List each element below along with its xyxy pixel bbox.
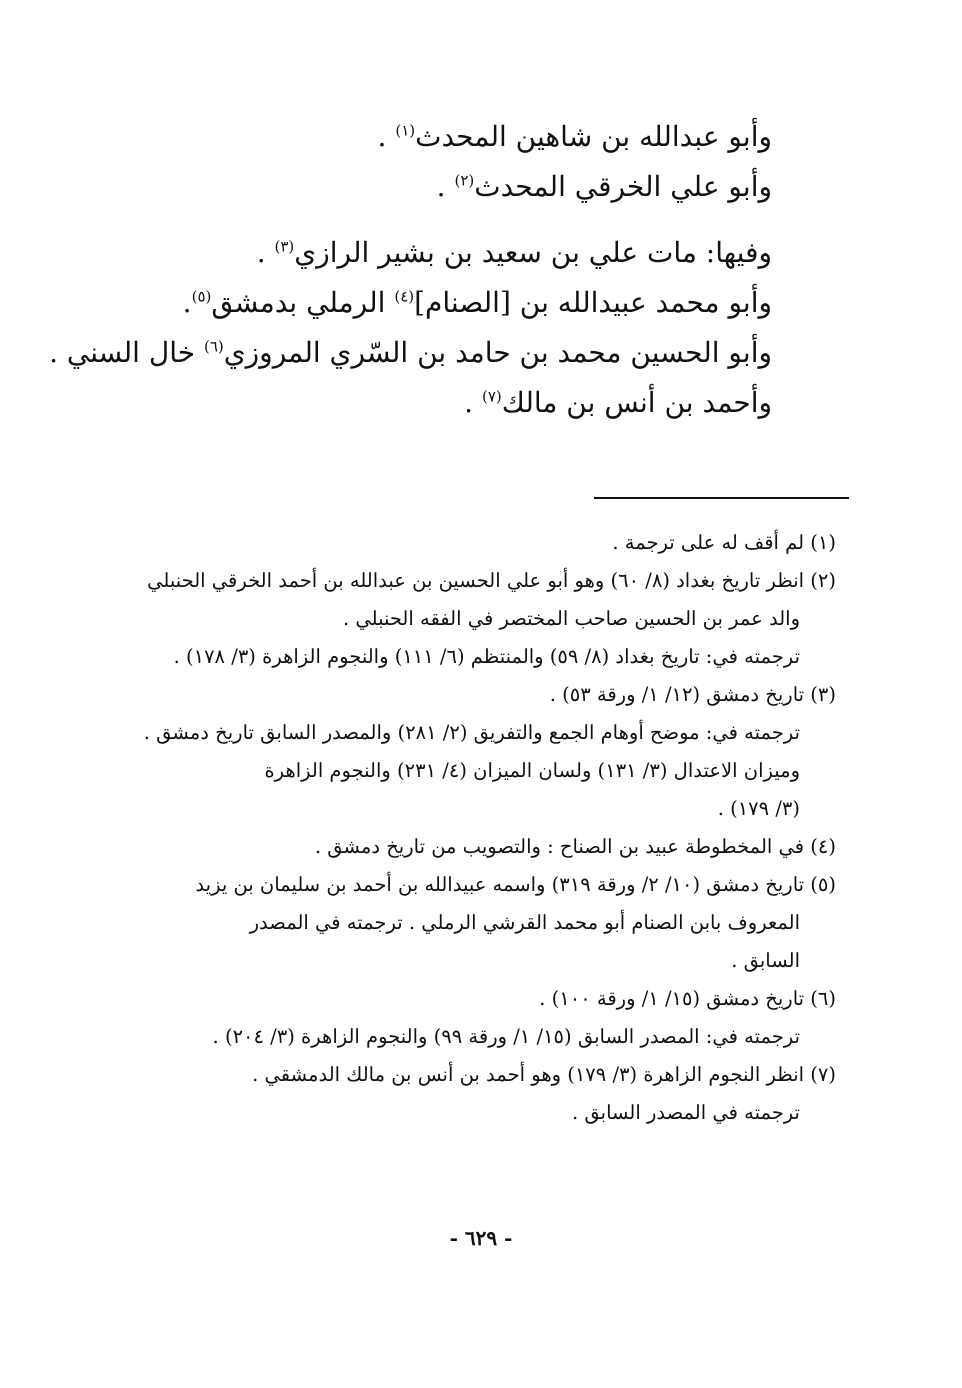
footnote-ref[interactable]: (٦) [203, 337, 224, 356]
main-line: وأبو علي الخرقي المحدث$^{(٢)}$ . [436, 170, 772, 203]
main-line: وأبو الحسين محمد بن حامد بن السّري المروزي$^{(٦)}$ خال السني . [49, 336, 772, 369]
footnote-line: (٢) انظر تاريخ بغداد (٨/ ٦٠) وهو أبو علي الحسين بن عبدالله بن أحمد الخرقي الحنبلي [147, 569, 836, 592]
footnote-line: والد عمر بن الحسين صاحب المختصر في الفقه الحنبلي . [342, 607, 800, 630]
footnote-line: ترجمته في المصدر السابق . [571, 1101, 800, 1124]
footnote-line: (٣/ ١٧٩) . [717, 797, 800, 820]
footnote-line: (٦) تاريخ دمشق (١٥/ ١/ ورقة ١٠٠) . [539, 987, 836, 1010]
footnote-line: (٧) انظر النجوم الزاهرة (٣/ ١٧٩) وهو أحمد بن أنس بن مالك الدمشقي . [252, 1063, 836, 1086]
footnote-line: ترجمته في: موضح أوهام الجمع والتفريق (٢/ ٢٨١) والمصدر السابق تاريخ دمشق . [143, 721, 800, 744]
footnote-ref[interactable]: (٢) [454, 171, 475, 190]
footnote-line: (٥) تاريخ دمشق (١٠/ ٢/ ورقة ٣١٩) واسمه عبيدالله بن أحمد بن سليمان بن يزيد [195, 873, 836, 896]
footnote-ref[interactable]: (٤) [394, 287, 415, 306]
main-text [49, 112, 772, 428]
main-line: وأبو محمد عبيدالله بن [الصنام]$^{(٤)}$ الرملي بدمشق$^{(٥)}$. [182, 286, 772, 319]
footnote-ref[interactable]: (١) [395, 121, 416, 140]
footnote-line: وميزان الاعتدال (٣/ ١٣١) ولسان الميزان (٤/ ٢٣١) والنجوم الزاهرة [264, 759, 800, 782]
footnote-separator [594, 497, 849, 499]
footnote-ref[interactable]: (٣) [274, 237, 295, 256]
footnote-ref[interactable]: (٥) [191, 287, 212, 306]
footnote-line: ترجمته في: المصدر السابق (١٥/ ١/ ورقة ٩٩) والنجوم الزاهرة (٣/ ٢٠٤) . [212, 1025, 800, 1048]
main-line: وأحمد بن أنس بن مالك$^{(٧)}$ . [464, 386, 772, 419]
footnote-line: (٣) تاريخ دمشق (١٢/ ١/ ورقة ٥٣) . [549, 683, 836, 706]
footnote-line: (١) لم أقف له على ترجمة . [612, 531, 836, 554]
footnotes [136, 524, 836, 1132]
footnote-ref[interactable]: (٧) [481, 387, 502, 406]
main-line: وأبو عبدالله بن شاهين المحدث$^{(١)}$ . [377, 120, 772, 153]
main-line: وفيها: مات علي بن سعيد بن بشير الرازي$^{(٣)}$ . [256, 236, 772, 269]
footnote-line: السابق . [731, 949, 800, 972]
footnote-line: المعروف بابن الصنام أبو محمد القرشي الرملي . ترجمته في المصدر [249, 911, 800, 934]
footnote-line: (٤) في المخطوطة عبيد بن الصناح : والتصويب من تاريخ دمشق . [314, 835, 836, 858]
page-number: - ٦٢٩ - [449, 1226, 513, 1250]
footnote-line: ترجمته في: تاريخ بغداد (٨/ ٥٩) والمنتظم (٦/ ١١١) والنجوم الزاهرة (٣/ ١٧٨) . [173, 645, 800, 668]
